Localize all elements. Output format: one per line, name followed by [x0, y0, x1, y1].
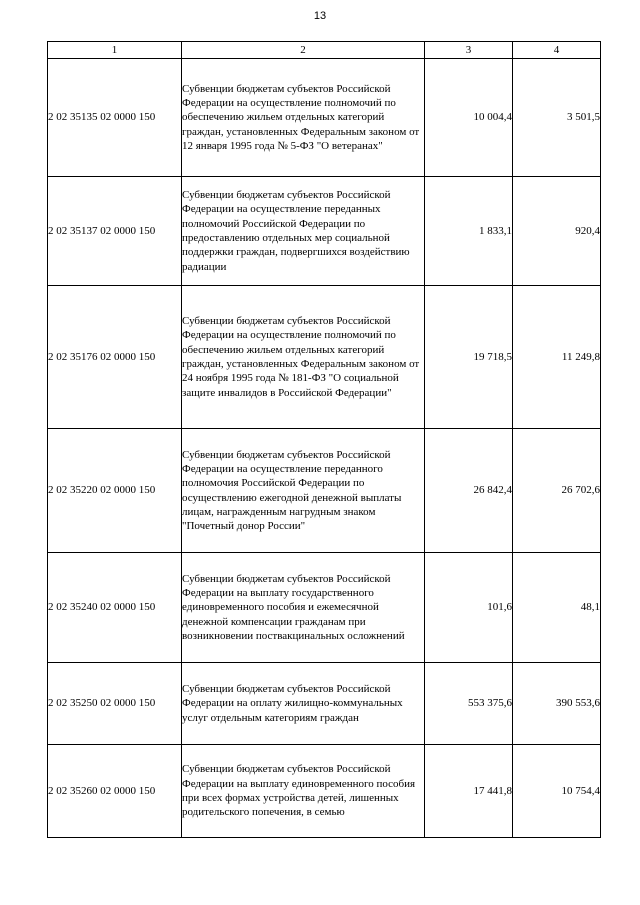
description-text: Субвенции бюджетам субъектов Российской Федерации на оплату жилищно-коммунальных услуг отдельным категориям граждан	[182, 683, 403, 724]
description-cell	[182, 663, 425, 745]
amount-col3-cell: 101,6	[425, 553, 513, 663]
description-cell	[182, 286, 425, 429]
amount-col3-cell: 19 718,5	[425, 286, 513, 429]
description-cell	[182, 429, 425, 553]
budget-code-cell: 2 02 35260 02 0000 150	[48, 745, 182, 838]
amount-col4-cell: 390 553,6	[513, 663, 601, 745]
amount-col3-cell: 26 842,4	[425, 429, 513, 553]
description-cell	[182, 59, 425, 177]
table-row	[48, 553, 601, 663]
budget-code-cell: 2 02 35250 02 0000 150	[48, 663, 182, 745]
column-header-2: 2	[182, 42, 425, 59]
budget-table	[47, 41, 601, 838]
column-header-4: 4	[513, 42, 601, 59]
description-cell	[182, 553, 425, 663]
table-row	[48, 177, 601, 286]
description-text: Субвенции бюджетам субъектов Российской Федерации на выплату государственного единовременного пособия и ежемесячной денежной компенсации гражданам при возникновении поствакцинальных осложнений	[182, 572, 405, 642]
table-row	[48, 663, 601, 745]
amount-col4-cell: 920,4	[513, 177, 601, 286]
description-text: Субвенции бюджетам субъектов Российской Федерации на выплату единовременного пособия при всех формах устройства детей, лишенных родительского попечения, в семью	[182, 763, 416, 819]
budget-code-cell: 2 02 35137 02 0000 150	[48, 177, 182, 286]
budget-code-cell: 2 02 35176 02 0000 150	[48, 286, 182, 429]
budget-code-cell: 2 02 35240 02 0000 150	[48, 553, 182, 663]
amount-col4-cell: 10 754,4	[513, 745, 601, 838]
amount-col4-cell: 3 501,5	[513, 59, 601, 177]
table-row	[48, 745, 601, 838]
table-header-row	[48, 42, 601, 59]
description-cell	[182, 745, 425, 838]
column-header-3: 3	[425, 42, 513, 59]
description-text: Субвенции бюджетам субъектов Российской Федерации на осуществление полномочий по обеспечению жильем отдельных категорий граждан, установленных Федеральным законом от 12 января 1995 года № 5-ФЗ "О ветеранах"	[182, 82, 420, 152]
table-row	[48, 59, 601, 177]
amount-col3-cell: 553 375,6	[425, 663, 513, 745]
amount-col3-cell: 17 441,8	[425, 745, 513, 838]
amount-col4-cell: 26 702,6	[513, 429, 601, 553]
amount-col3-cell: 1 833,1	[425, 177, 513, 286]
amount-col4-cell: 48,1	[513, 553, 601, 663]
description-text: Субвенции бюджетам субъектов Российской Федерации на осуществление переданных полномочий Российской Федерации по предоставлению отдельных мер социальной поддержки граждан, подвергшихся воздействию радиации	[182, 189, 410, 273]
description-cell	[182, 177, 425, 286]
description-text: Субвенции бюджетам субъектов Российской Федерации на осуществление переданного полномочия Российской Федерации по осуществлению ежегодной денежной выплаты лицам, награжденным нагрудным знаком "Почетный донор России"	[182, 448, 402, 533]
page-number: 13	[313, 10, 327, 22]
amount-col3-cell: 10 004,4	[425, 59, 513, 177]
table-row	[48, 429, 601, 553]
amount-col4-cell: 11 249,8	[513, 286, 601, 429]
table-row	[48, 286, 601, 429]
budget-code-cell: 2 02 35220 02 0000 150	[48, 429, 182, 553]
budget-code-cell: 2 02 35135 02 0000 150	[48, 59, 182, 177]
column-header-1: 1	[48, 42, 182, 59]
description-text: Субвенции бюджетам субъектов Российской Федерации на осуществление полномочий по обеспечению жильем отдельных категорий граждан, установленных Федеральным законом от 24 ноября 1995 года № 181-ФЗ "О социальной защите инвалидов в Российской Федерации"	[182, 315, 420, 399]
